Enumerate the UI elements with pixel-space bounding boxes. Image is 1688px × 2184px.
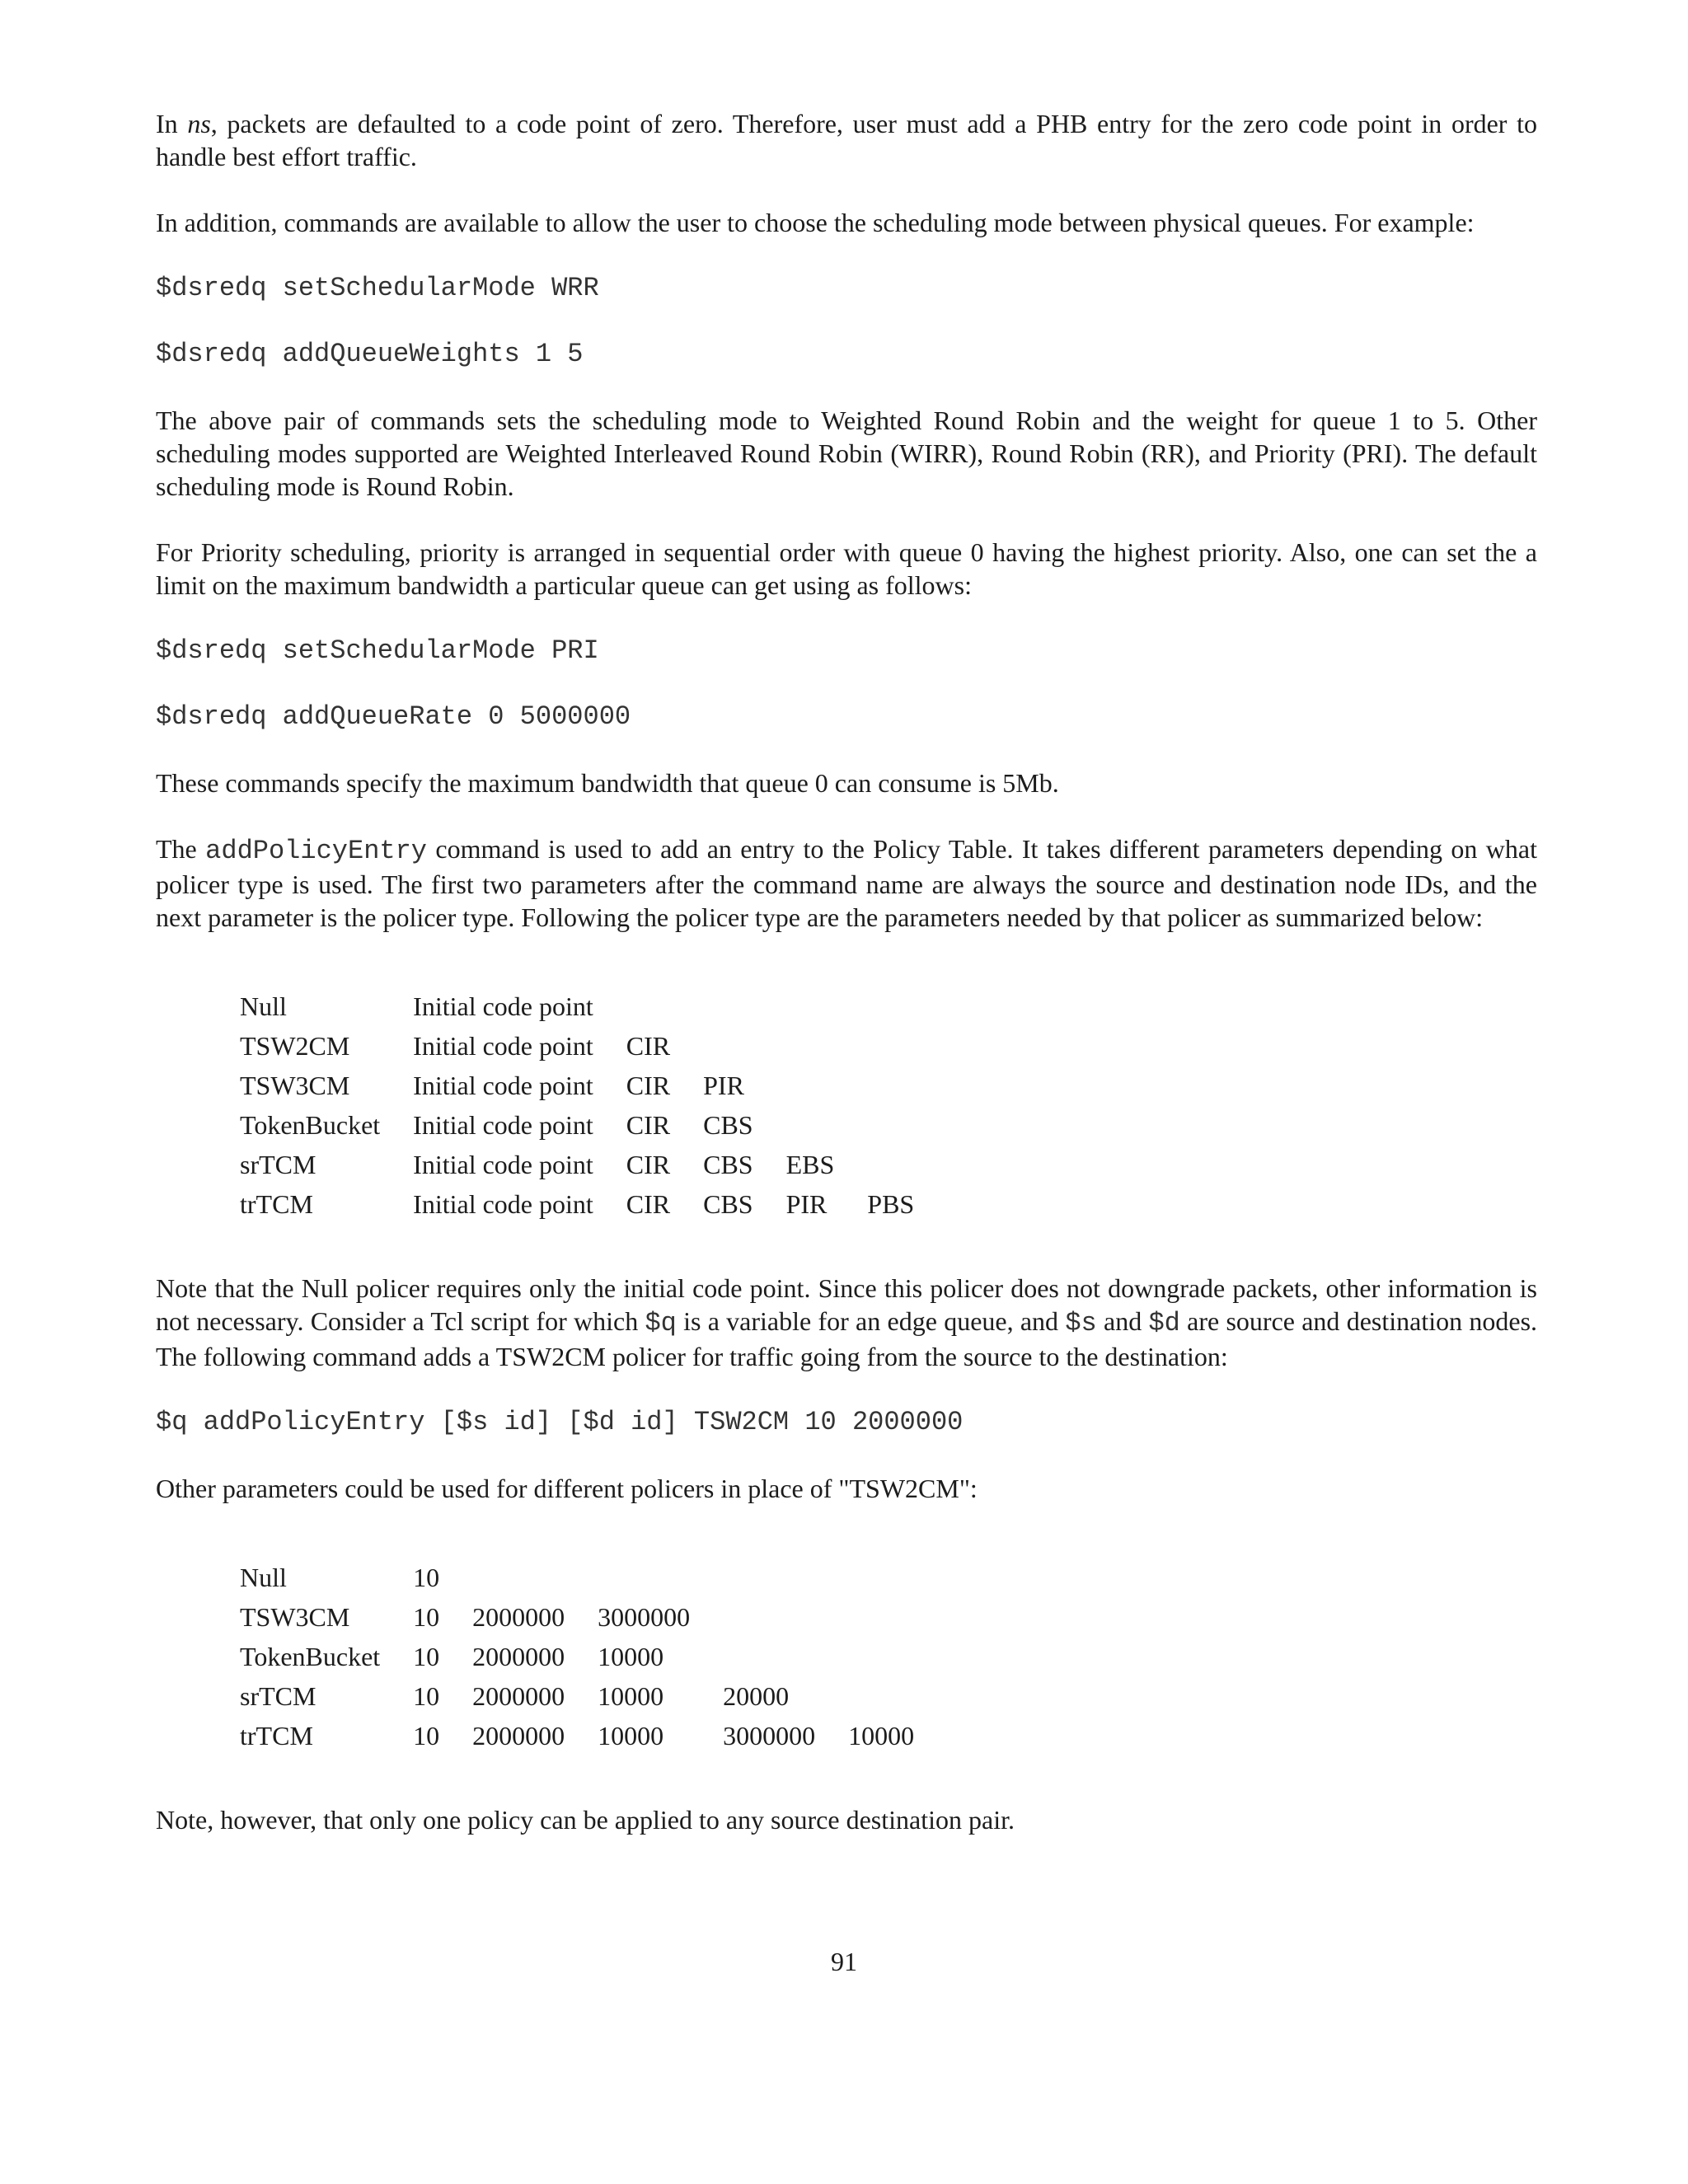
table-cell	[867, 1145, 947, 1184]
table-cell	[867, 987, 947, 1026]
table-cell: 2000000	[472, 1681, 565, 1711]
table-cell: CBS	[703, 1189, 753, 1219]
table-cell: CIR	[626, 1110, 671, 1140]
table-cell: 3000000	[598, 1602, 691, 1632]
policer-row	[240, 1184, 947, 1224]
table-cell	[848, 1637, 947, 1676]
table-cell	[786, 1066, 868, 1105]
document-page	[156, 107, 1537, 1836]
table-cell: TokenBucket	[240, 1642, 381, 1671]
paragraph-max-bandwidth: These commands specify the maximum bandwidth that queue 0 can consume is 5Mb.	[156, 768, 1059, 798]
table-cell	[848, 1597, 947, 1637]
code-add-policy-entry: $q addPolicyEntry [$s id] [$d id] TSW2CM 10 2000000	[156, 1407, 964, 1437]
table-cell	[848, 1558, 947, 1597]
table-cell: PIR	[785, 1189, 828, 1219]
paragraph-priority-scheduling: For Priority scheduling, priority is arranged in sequential order with queue 0 having the highest priority. Also, one can set the a limit on the maximum bandwidth a particular queue can get using as follows:	[156, 537, 1537, 600]
policer-example-row	[240, 1597, 947, 1637]
page-number: 91	[831, 1947, 857, 1976]
table-cell	[786, 987, 868, 1026]
table-cell: 10	[413, 1721, 440, 1750]
policer-example-row	[240, 1676, 947, 1716]
table-cell: CIR	[626, 1071, 671, 1100]
table-cell	[703, 987, 785, 1026]
policer-row	[240, 1105, 947, 1145]
table-cell: Initial code point	[413, 1110, 593, 1140]
table-cell	[848, 1676, 947, 1716]
table-cell: 2000000	[472, 1721, 565, 1750]
table-cell: Initial code point	[413, 991, 593, 1021]
table-cell: 10	[413, 1642, 440, 1671]
table-cell	[723, 1558, 848, 1597]
table-cell: TSW2CM	[240, 1031, 350, 1061]
table-cell: CIR	[626, 1150, 671, 1179]
table-cell: CBS	[703, 1150, 753, 1179]
table-cell	[703, 1026, 785, 1066]
table-cell	[786, 1105, 868, 1145]
table-cell: TSW3CM	[240, 1602, 350, 1632]
table-cell: Initial code point	[413, 1189, 593, 1219]
table-cell: 10000	[598, 1721, 664, 1750]
policer-example-row	[240, 1716, 947, 1755]
table-cell: EBS	[785, 1150, 835, 1179]
code-add-queue-rate: $dsredq addQueueRate 0 5000000	[156, 701, 631, 732]
table-cell: 10000	[848, 1721, 915, 1750]
table-cell: trTCM	[240, 1721, 313, 1750]
table-cell: Null	[240, 991, 287, 1021]
table-cell: trTCM	[240, 1189, 313, 1219]
table-cell: 10	[413, 1681, 440, 1711]
policer-example-row	[240, 1558, 947, 1597]
table-cell	[867, 1026, 947, 1066]
paragraph-null-policer-note: Note that the Null policer requires only the initial code point. Since this policer does not downgrade packets, other information is not necessary. Consider a Tcl script for which $q is a variable for an edge queue, and $s and $d are source and destination nodes. The following command adds a TSW2CM policer for traffic going from the source to the destination:	[156, 1273, 1538, 1371]
table-cell: 3000000	[723, 1721, 816, 1750]
table-cell	[867, 1105, 947, 1145]
table-cell: TokenBucket	[240, 1110, 381, 1140]
table-cell: CIR	[626, 1031, 671, 1061]
paragraph-default-codepoint: In ns, packets are defaulted to a code point of zero. Therefore, user must add a PHB entry for the zero code point in order to handle best effort traffic.	[156, 109, 1538, 171]
table-cell: CIR	[626, 1189, 671, 1219]
table-cell: 2000000	[472, 1602, 565, 1632]
table-cell: 20000	[723, 1681, 790, 1711]
policer-row	[240, 987, 947, 1026]
table-cell: 10	[413, 1563, 440, 1592]
table-cell: Initial code point	[413, 1031, 593, 1061]
table-cell: PIR	[703, 1071, 744, 1100]
table-cell: 10	[413, 1602, 440, 1632]
table-cell: 2000000	[472, 1642, 565, 1671]
table-cell: TSW3CM	[240, 1071, 350, 1100]
table-cell: CBS	[703, 1110, 753, 1140]
table-cell: Initial code point	[413, 1150, 593, 1179]
policer-example-table	[240, 1558, 947, 1755]
code-set-scheduler-wrr: $dsredq setSchedularMode WRR	[156, 273, 599, 303]
paragraph-add-policy-entry: The addPolicyEntry command is used to add an entry to the Policy Table. It takes different parameters depending on what policer type is used. The first two parameters after the command name are always the source and destination node IDs, and the next parameter is the policer type. Following the policer type are the parameters needed by that policer as summarized below:	[156, 834, 1538, 932]
table-cell	[723, 1597, 848, 1637]
policer-parameter-table	[240, 987, 947, 1224]
table-cell: srTCM	[240, 1150, 316, 1179]
table-cell	[598, 1558, 723, 1597]
policer-row	[240, 1145, 947, 1184]
table-cell: srTCM	[240, 1681, 316, 1711]
table-cell: 10000	[598, 1642, 664, 1671]
policer-example-row	[240, 1637, 947, 1676]
paragraph-scheduling-modes: The above pair of commands sets the scheduling mode to Weighted Round Robin and the weight for queue 1 to 5. Other scheduling modes supported are Weighted Interleaved Round Robin (WIRR), Round Robin (RR), and Priority (PRI). The default scheduling mode is Round Robin.	[156, 405, 1537, 501]
table-cell: PBS	[867, 1189, 915, 1219]
table-cell	[626, 987, 703, 1026]
paragraph-other-parameters: Other parameters could be used for different policers in place of "TSW2CM":	[156, 1474, 978, 1503]
paragraph-scheduling-intro: In addition, commands are available to allow the user to choose the scheduling mode between physical queues. For example:	[156, 208, 1475, 237]
policer-row	[240, 1066, 947, 1105]
code-set-scheduler-pri: $dsredq setSchedularMode PRI	[156, 635, 599, 666]
table-cell: Null	[240, 1563, 287, 1592]
table-cell	[786, 1026, 868, 1066]
policer-row	[240, 1026, 947, 1066]
table-cell	[472, 1558, 598, 1597]
code-add-queue-weights: $dsredq addQueueWeights 1 5	[156, 339, 584, 369]
paragraph-one-policy-note: Note, however, that only one policy can be applied to any source destination pair.	[156, 1805, 1015, 1835]
table-cell	[867, 1066, 947, 1105]
table-cell	[723, 1637, 848, 1676]
table-cell: 10000	[598, 1681, 664, 1711]
table-cell: Initial code point	[413, 1071, 593, 1100]
